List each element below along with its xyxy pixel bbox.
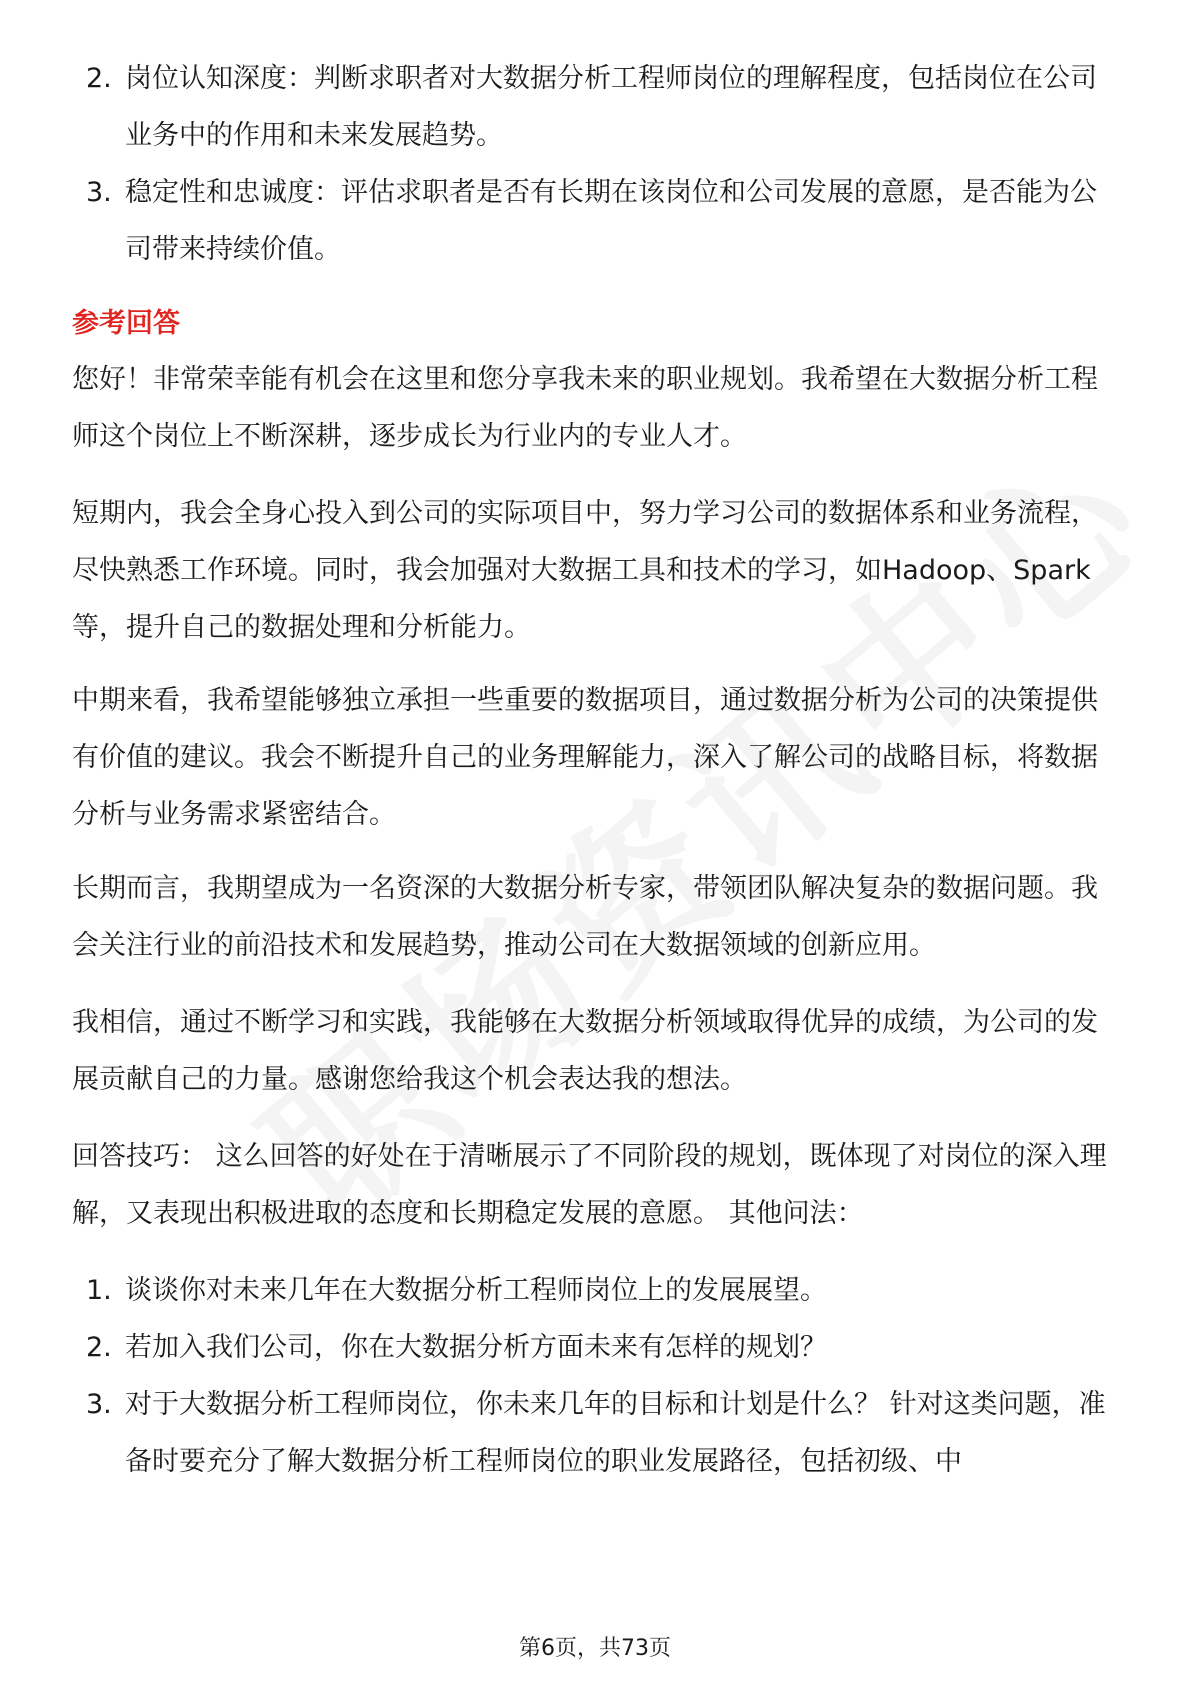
list-item-text: 谈谈你对未来几年在大数据分析工程师岗位上的发展展望。: [125, 1275, 827, 1306]
paragraph-mid-term: 中期来看，我希望能够独立承担一些重要的数据项目，通过数据分析为公司的决策提供有价值的建议。我会不断提升自己的业务理解能力，深入了解公司的战略目标，将数据分析与业务需求紧密结合。: [72, 685, 1098, 830]
list-item-number: 2.: [86, 1332, 112, 1363]
list-item-number: 1.: [86, 1275, 112, 1306]
list-item-number: 3.: [86, 1389, 112, 1420]
section-heading: 参考回答: [72, 308, 180, 339]
list-item-number: 2.: [86, 63, 112, 94]
paragraph-long-term: 长期而言，我期望成为一名资深的大数据分析专家，带领团队解决复杂的数据问题。我会关注行业的前沿技术和发展趋势，推动公司在大数据领域的创新应用。: [72, 873, 1098, 961]
list-item-text: 岗位认知深度：判断求职者对大数据分析工程师岗位的理解程度，包括岗位在公司业务中的作用和未来发展趋势。: [125, 63, 1097, 151]
list-item-number: 3.: [86, 177, 112, 208]
paragraph-conclusion: 我相信，通过不断学习和实践，我能够在大数据分析领域取得优异的成绩，为公司的发展贡献自己的力量。感谢您给我这个机会表达我的想法。: [72, 1007, 1098, 1095]
list-item-text: 对于大数据分析工程师岗位，你未来几年的目标和计划是什么？ 针对这类问题，准备时要充分了解大数据分析工程师岗位的职业发展路径，包括初级、中: [125, 1389, 1106, 1477]
alternative-questions-list: [72, 1262, 1122, 1490]
paragraph-short-term: 短期内，我会全身心投入到公司的实际项目中，努力学习公司的数据体系和业务流程，尽快熟悉工作环境。同时，我会加强对大数据工具和技术的学习，如Hadoop、Spark等，提升自己的数据处理和分析能力。: [72, 498, 1098, 643]
list-item-text: 稳定性和忠诚度：评估求职者是否有长期在该岗位和公司发展的意愿，是否能为公司带来持续价值。: [125, 177, 1097, 265]
paragraph-intro: 您好！非常荣幸能有机会在这里和您分享我未来的职业规划。我希望在大数据分析工程师这个岗位上不断深耕，逐步成长为行业内的专业人才。: [72, 364, 1098, 452]
list-item: [72, 1262, 1122, 1319]
list-item: [72, 1319, 1122, 1376]
list-item: [72, 1376, 1122, 1490]
paragraph-answer-tips: 回答技巧： 这么回答的好处在于清晰展示了不同阶段的规划，既体现了对岗位的深入理解，又表现出积极进取的态度和长期稳定发展的意愿。 其他问法：: [72, 1141, 1107, 1229]
list-item-text: 若加入我们公司，你在大数据分析方面未来有怎样的规划？: [125, 1332, 827, 1363]
list-item: [72, 50, 1122, 164]
evaluation-points-list: [72, 50, 1122, 278]
page-footer: 第6页，共73页: [519, 1636, 671, 1661]
list-item: [72, 164, 1122, 278]
